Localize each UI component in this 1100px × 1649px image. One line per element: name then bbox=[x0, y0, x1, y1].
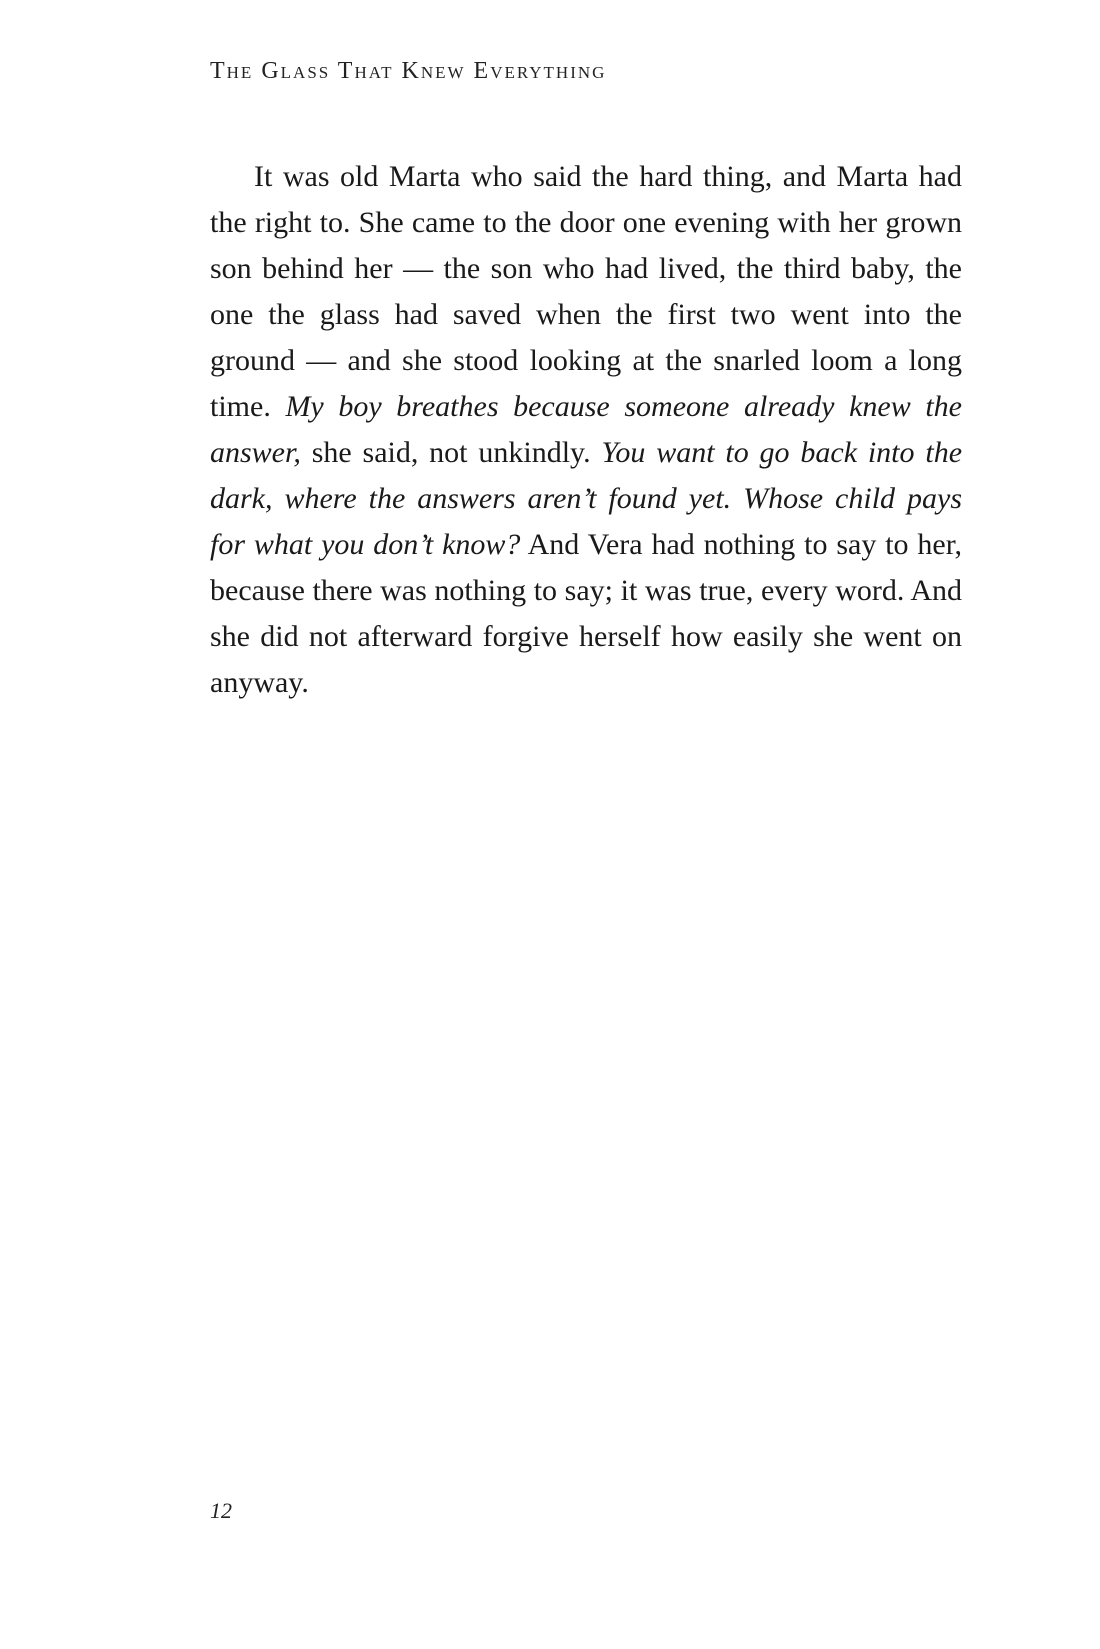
narration-text: It was old Marta who said the hard thing, and Marta had the right to. She came to the door one evening with her grown son behind her — the son who had lived, the third baby, the one the glass had saved when the first two went into the ground — and she stood looking at the snarled loom a long time. bbox=[210, 160, 962, 423]
narration-text: And Vera had nothing to say to her, because there was nothing to say; it was true, every word. And she did not afterward forgive herself how easily she went on anyway. bbox=[210, 528, 962, 699]
body-paragraph bbox=[210, 154, 962, 706]
quoted-speech-italic: You want to go back into the dark, where the answers aren’t found yet. Whose child pays for what you don’t know? bbox=[210, 436, 963, 561]
quoted-speech-italic: My boy breathes because someone already knew the answer, bbox=[210, 390, 962, 469]
running-head: The Glass That Knew Everything bbox=[210, 58, 607, 84]
page-number: 12 bbox=[210, 1498, 232, 1523]
narration-text: she said, not unkindly. bbox=[300, 436, 602, 469]
